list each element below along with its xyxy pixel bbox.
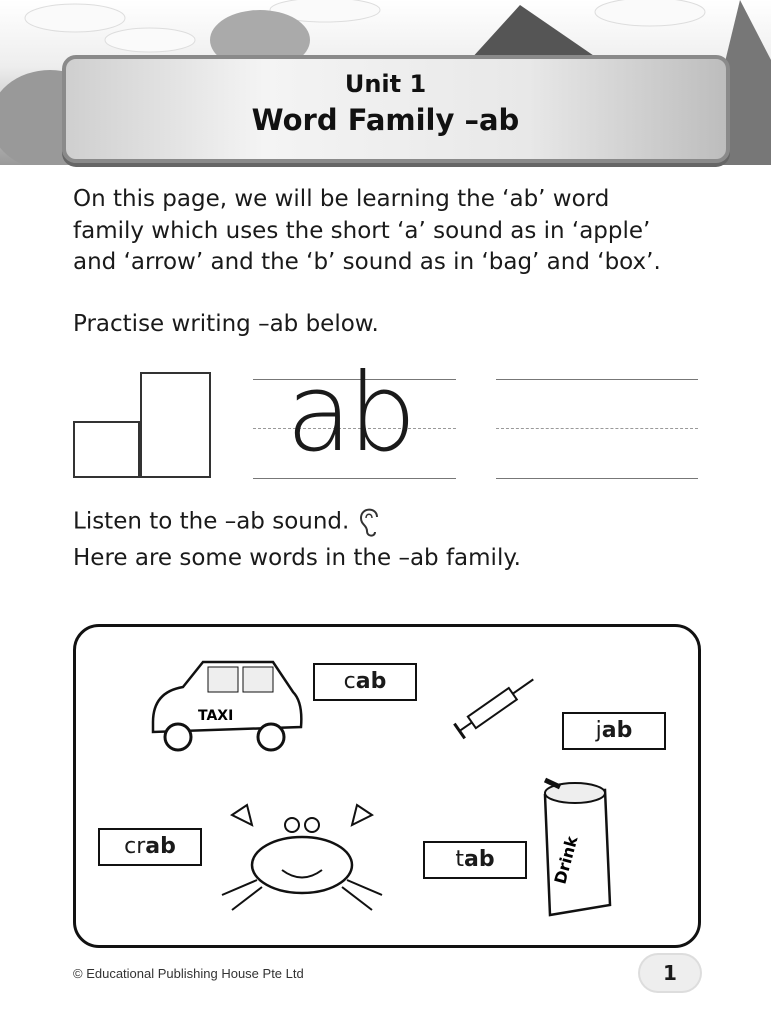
words-intro: Here are some words in the –ab family.: [73, 545, 521, 571]
taxi-label: TAXI: [198, 708, 234, 724]
intro-line: On this page, we will be learning the ‘ab’ word: [73, 186, 610, 212]
practise-instruction: Practise writing –ab below.: [73, 311, 379, 337]
word-card-tab: tab: [423, 841, 527, 879]
taxi-illustration: [143, 652, 308, 762]
page-title: Word Family –ab: [251, 103, 520, 137]
syringe-illustration: [447, 656, 547, 756]
ear-icon[interactable]: [357, 505, 383, 539]
sample-letters: ab: [286, 351, 413, 476]
intro-paragraph: [73, 184, 661, 279]
can-label: Drink: [550, 834, 582, 887]
listen-text: Listen to the –ab sound.: [73, 508, 350, 535]
letter-height-box-tall: [140, 372, 211, 478]
crab-illustration: [212, 795, 392, 915]
copyright: © Educational Publishing House Pte Ltd: [73, 966, 304, 981]
intro-line: and ‘arrow’ and the ‘b’ sound as in ‘bag’ and ‘box’.: [73, 249, 661, 275]
word-card-cab: cab: [313, 663, 417, 701]
word-card-jab: jab: [562, 712, 666, 750]
intro-line: family which uses the short ‘a’ sound as in ‘apple’: [73, 217, 651, 244]
letter-height-box-short: [73, 421, 140, 478]
drink-can-illustration: [535, 775, 615, 920]
unit-label: Unit 1: [344, 70, 427, 98]
listen-instruction: [73, 505, 383, 539]
page-number: 1: [640, 955, 700, 991]
word-card-crab: crab: [98, 828, 202, 866]
